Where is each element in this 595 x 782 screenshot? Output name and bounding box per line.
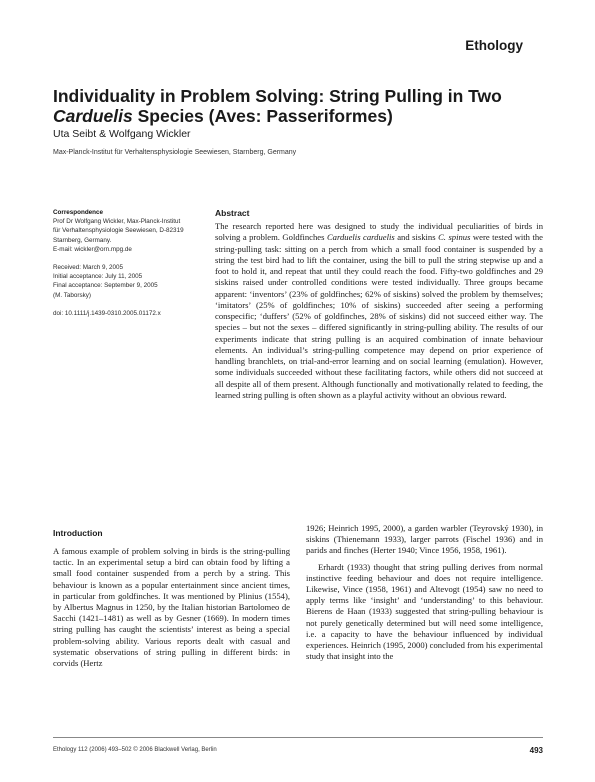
intro-paragraph-1-cont: 1926; Heinrich 1995, 2000), a garden warbler (Teyrovský 1930), in siskins (Thienemann 1933), larger parrots (Fischel 1936) and in parids and finches (Herter 1940; Vince 1956, 1958, 1961). [306,523,543,556]
title-main: Individuality in Problem Solving: String Pulling in Two [53,86,502,106]
abstract-text-2: and siskins [394,232,439,243]
abstract-species-2: C. spinus [438,232,471,243]
article-title [53,86,543,126]
dates-block [53,263,203,300]
affiliation: Max-Planck-Institut für Verhaltensphysiologie Seewiesen, Starnberg, Germany [53,149,297,156]
abstract-text-3: were tested with the string-pulling task: sitting on a perch from which a small food container is suspended by a string the test bird had to lift the container, using the bill to pull the string stepwise up and a foot to hold it, and repeat that until they could reach the food. Fifty-two goldfinches and 29 siskins raised under controlled conditions were tested individually. Three groups became apparent: ‘inventors’ (23% of goldfinches; 62% of siskins) solved the problem by themselves; ‘imitators’ (25% of goldfinches; 10% of siskins) succeeded after seeing a performing conspecific; ‘duffers’ (52% of goldfinches, 28% of siskins) did not succeed either way. The species – but not the sexes – differed significantly in string-pulling ability. The results of our experiments indicate that string pulling is an acquired combination of innate behaviour elements. An individual’s string-pulling competence may depend on prior experience of handling branchlets, on trial-and-error learning and on social learning (emulation). However, some individuals succeeded without these facilitating factors, while others did not succeed at all despite all of them present. Although functionally and motivationally related to feeding, the learned string pulling is often shown as a playful activity without an obvious reward. [215,232,543,400]
correspondence-line: für Verhaltensphysiologie Seewiesen, D-82319 [53,227,184,235]
correspondence-line: Prof Dr Wolfgang Wickler, Max-Planck-Institut [53,218,181,226]
handling-editor: (M. Taborsky) [53,291,92,299]
correspondence-email[interactable]: E-mail: wickler@orn.mpg.de [53,245,132,253]
abstract-section [215,208,543,401]
abstract-heading: Abstract [215,208,250,218]
body-column-left [53,546,290,669]
doi[interactable]: doi: 10.1111/j.1439-0310.2005.01172.x [53,309,161,317]
footer-rule [53,737,543,738]
journal-header: Ethology [465,38,523,53]
date-final-acceptance: Final acceptance: September 9, 2005 [53,282,158,290]
intro-paragraph-1: A famous example of problem solving in birds is the string-pulling tactic. In an experimental setup a bird can obtain food by lifting a small food container suspended from a perch by a string. This behaviour is known as a popular entertainment since ancient times, in particular from goldfinches. It was mentioned by Plinius (1554), by Albertus Magnus in 1250, by the Italian historian Bartolomeo de Sacchi (1421–1481) as well as by Gesner (1669). In modern times string pulling has caught the scientists’ interest as being a special problem-solving ability. Various reports dealt with casual and systematic observations of string pulling in different birds: in corvids (Hertz [53,546,290,669]
intro-paragraph-2: Erhardt (1933) thought that string pulling derives from normal instinctive feeding behaviour and does not require intelligence. Likewise, Vince (1958, 1961) and Altevogt (1954) saw no need to apply terms like ‘insight’ and ‘understanding’ to this behaviour. Bierens de Haan (1933) suggested that string-pulling behaviour is not purely genetically determined but will need some intelligence, i.e. a capacity to have the behaviour influenced by individual experiences. Heinrich (1995, 2000) concluded from his experimental study that insight into the [306,561,543,662]
title-genus: Carduelis [53,106,133,126]
introduction-heading: Introduction [53,528,103,538]
abstract-species-1: Carduelis carduelis [326,232,395,243]
title-end: Species (Aves: Passeriformes) [132,106,393,126]
date-received: Received: March 9, 2005 [53,264,124,272]
date-initial-acceptance: Initial acceptance: July 11, 2005 [53,273,143,281]
authors: Uta Seibt & Wolfgang Wickler [53,128,191,140]
abstract-text-1: The research reported here was designed to study the individual peculiarities of birds in solving a problem. Goldfinches [215,221,543,243]
correspondence-heading: Correspondence [53,209,104,216]
correspondence-line: Starnberg, Germany. [53,236,112,244]
page-number: 493 [529,746,543,755]
abstract-text [215,221,543,401]
footer-citation: Ethology 112 (2006) 493–502 © 2006 Blackwell Verlag, Berlin [53,747,217,753]
correspondence-block [53,208,203,254]
sidebar [53,208,203,318]
body-column-right [306,523,543,662]
